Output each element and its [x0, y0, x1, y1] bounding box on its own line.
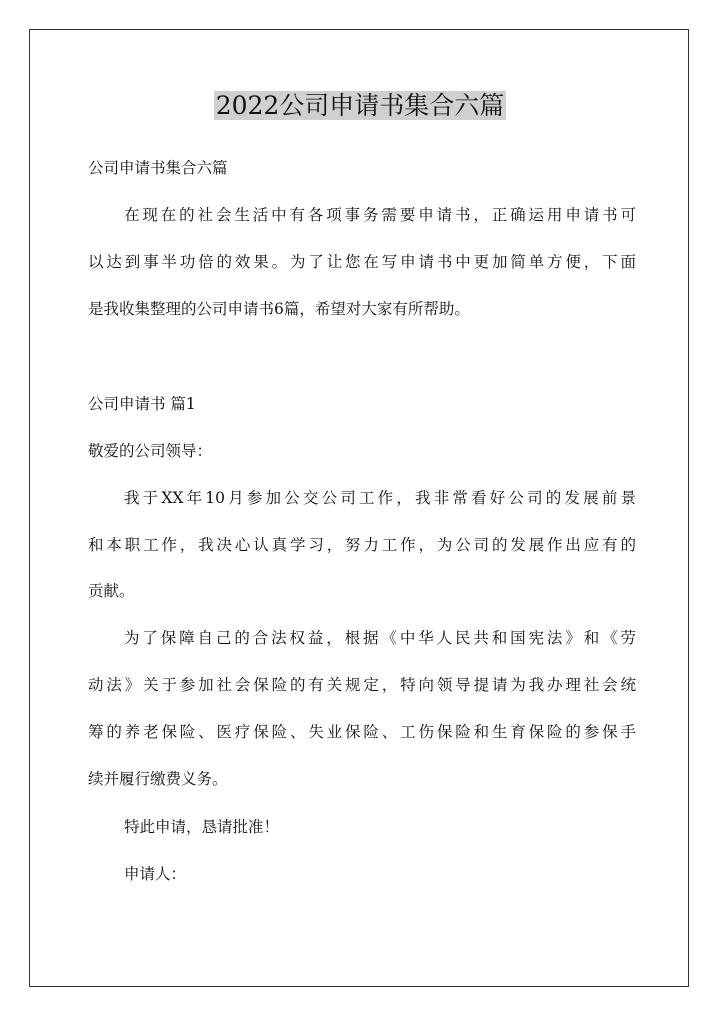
intro-paragraph-line-2: 以达到事半功倍的效果。为了让您在写申请书中更加简单方便，下面: [88, 253, 636, 271]
section-heading: 公司申请书 篇1: [88, 395, 196, 413]
closing-request-line: 特此申请，恳请批准！: [124, 818, 280, 836]
body-paragraph-2-line-2: 动法》关于参加社会保险的有关规定，特向领导提请为我办理社会统: [88, 676, 636, 694]
body-paragraph-1-line-3: 贡献。: [88, 582, 135, 600]
subtitle-line: 公司申请书集合六篇: [88, 159, 228, 177]
body-paragraph-2-line-3: 筹的养老保险、医疗保险、失业保险、工伤保险和生育保险的参保手: [88, 723, 636, 741]
intro-paragraph-line-3: 是我收集整理的公司申请书6篇，希望对大家有所帮助。: [88, 300, 470, 318]
document-title: [0, 88, 720, 124]
salutation-line: 敬爱的公司领导：: [88, 442, 213, 460]
body-paragraph-1-line-1: 我于XX年10月参加公交公司工作，我非常看好公司的发展前景: [124, 489, 636, 507]
body-paragraph-2-line-1: 为了保障自己的合法权益，根据《中华人民共和国宪法》和《劳: [124, 629, 636, 647]
document-title-text: 2022公司申请书集合六篇: [215, 91, 505, 120]
intro-paragraph-line-1: 在现在的社会生活中有各项事务需要申请书，正确运用申请书可: [124, 206, 636, 224]
applicant-label: 申请人：: [124, 865, 187, 883]
body-paragraph-1-line-2: 和本职工作，我决心认真学习，努力工作，为公司的发展作出应有的: [88, 536, 636, 554]
body-paragraph-2-line-4: 续并履行缴费义务。: [88, 770, 228, 788]
